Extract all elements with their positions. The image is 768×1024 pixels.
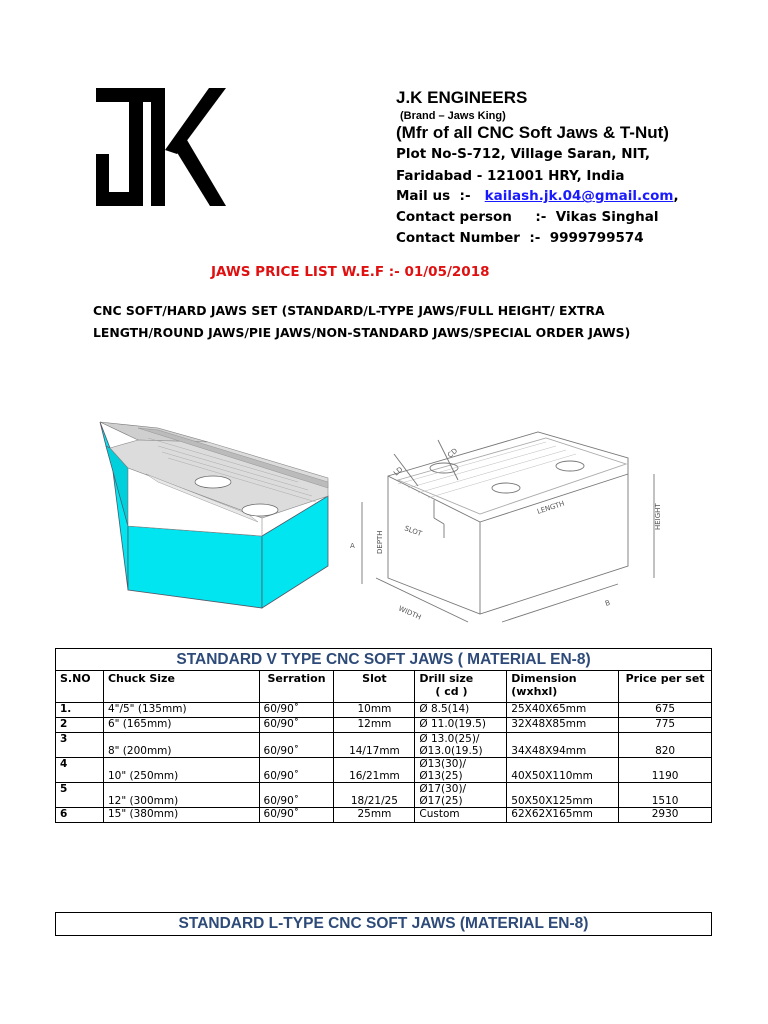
cell-serration: 60/90˚	[259, 703, 334, 718]
cell-slot: 10mm	[334, 703, 415, 718]
cell-chuck-size: 8" (200mm)	[103, 733, 259, 758]
cell-serration: 60/90˚	[259, 733, 334, 758]
cell-drill-size: Ø 8.5(14)	[415, 703, 507, 718]
cell-slot: 25mm	[334, 808, 415, 823]
cell-drill-size: Ø13(30)/ Ø13(25)	[415, 758, 507, 783]
cell-price: 1510	[619, 783, 712, 808]
col-header-serration: Serration	[259, 671, 334, 703]
cell-price: 775	[619, 718, 712, 733]
col-header-slot: Slot	[334, 671, 415, 703]
email-link[interactable]: kailash.jk.04@gmail.com	[484, 188, 674, 204]
cell-sno: 2	[56, 718, 104, 733]
mail-row	[396, 188, 679, 204]
table-row	[56, 808, 712, 823]
cell-sno: 6	[56, 808, 104, 823]
cell-chuck-size: 15" (380mm)	[103, 808, 259, 823]
company-name: J.K ENGINEERS	[396, 88, 528, 107]
cell-slot: 12mm	[334, 718, 415, 733]
table-row	[56, 718, 712, 733]
cell-chuck-size: 10" (250mm)	[103, 758, 259, 783]
cell-price: 675	[619, 703, 712, 718]
label-length: LENGTH	[536, 499, 566, 516]
label-b: B	[604, 598, 612, 608]
address-line-1: Plot No-S-712, Village Saran, NIT,	[396, 146, 650, 162]
cell-sno: 5	[56, 783, 104, 808]
cell-sno: 3	[56, 733, 104, 758]
cell-drill-size: Ø 11.0(19.5)	[415, 718, 507, 733]
cell-sno: 4	[56, 758, 104, 783]
cell-price: 820	[619, 733, 712, 758]
table-header-row	[56, 671, 712, 703]
col-header-chuck-size: Chuck Size	[103, 671, 259, 703]
col-header-drill-size: Drill size ( cd )	[415, 671, 507, 703]
mail-suffix: ,	[673, 188, 679, 204]
cell-dimension: 50X50X125mm	[507, 783, 619, 808]
table-row	[56, 758, 712, 783]
label-height: HEIGHT	[654, 503, 662, 530]
cell-serration: 60/90˚	[259, 718, 334, 733]
label-cd: CD	[446, 446, 460, 460]
label-width: WIDTH	[397, 604, 423, 622]
cell-chuck-size: 6" (165mm)	[103, 718, 259, 733]
mail-label: Mail us :-	[396, 188, 480, 204]
cell-drill-size: Custom	[415, 808, 507, 823]
cell-drill-size: Ø 13.0(25)/ Ø13.0(19.5)	[415, 733, 507, 758]
manufacturer-line: (Mfr of all CNC Soft Jaws & T-Nut)	[396, 123, 669, 142]
cell-sno: 1.	[56, 703, 104, 718]
v-type-table-title: STANDARD V TYPE CNC SOFT JAWS ( MATERIAL EN-8)	[56, 649, 712, 671]
label-slot: SLOT	[403, 524, 423, 538]
price-list-title: JAWS PRICE LIST W.E.F :- 01/05/2018	[211, 264, 490, 280]
cell-dimension: 34X48X94mm	[507, 733, 619, 758]
cell-slot: 14/17mm	[334, 733, 415, 758]
jaw-drawing	[98, 418, 664, 640]
contact-person: Contact person :- Vikas Singhal	[396, 209, 659, 225]
label-a: A	[350, 542, 355, 550]
v-type-price-table	[55, 648, 712, 823]
l-type-table-title: STANDARD L-TYPE CNC SOFT JAWS (MATERIAL EN-8)	[55, 912, 712, 936]
cell-serration: 60/90˚	[259, 783, 334, 808]
label-ld: LD	[392, 465, 405, 478]
jk-logo	[96, 88, 226, 206]
intro-text: CNC SOFT/HARD JAWS SET (STANDARD/L-TYPE JAWS/FULL HEIGHT/ EXTRA LENGTH/ROUND JAWS/PIE JAWS/NON-STANDARD JAWS/SPECIAL ORDER JAWS)	[93, 303, 631, 340]
cell-dimension: 25X40X65mm	[507, 703, 619, 718]
cell-chuck-size: 4"/5" (135mm)	[103, 703, 259, 718]
cell-drill-size: Ø17(30)/ Ø17(25)	[415, 783, 507, 808]
col-header-sno: S.NO	[56, 671, 104, 703]
table-row	[56, 703, 712, 718]
col-header-dimension: Dimension (wxhxl)	[507, 671, 619, 703]
cell-slot: 18/21/25	[334, 783, 415, 808]
contact-number: Contact Number :- 9999799574	[396, 230, 644, 246]
cell-serration: 60/90˚	[259, 808, 334, 823]
cell-dimension: 32X48X85mm	[507, 718, 619, 733]
cell-chuck-size: 12" (300mm)	[103, 783, 259, 808]
cell-dimension: 62X62X165mm	[507, 808, 619, 823]
cell-dimension: 40X50X110mm	[507, 758, 619, 783]
cell-price: 1190	[619, 758, 712, 783]
label-depth: DEPTH	[376, 530, 384, 554]
address-line-2: Faridabad - 121001 HRY, India	[396, 168, 625, 184]
brand-line: (Brand – Jaws King)	[400, 110, 506, 122]
cell-slot: 16/21mm	[334, 758, 415, 783]
cell-serration: 60/90˚	[259, 758, 334, 783]
table-row	[56, 783, 712, 808]
table-row	[56, 733, 712, 758]
col-header-price: Price per set	[619, 671, 712, 703]
cyan-jaw-illustration	[100, 422, 328, 608]
cell-price: 2930	[619, 808, 712, 823]
